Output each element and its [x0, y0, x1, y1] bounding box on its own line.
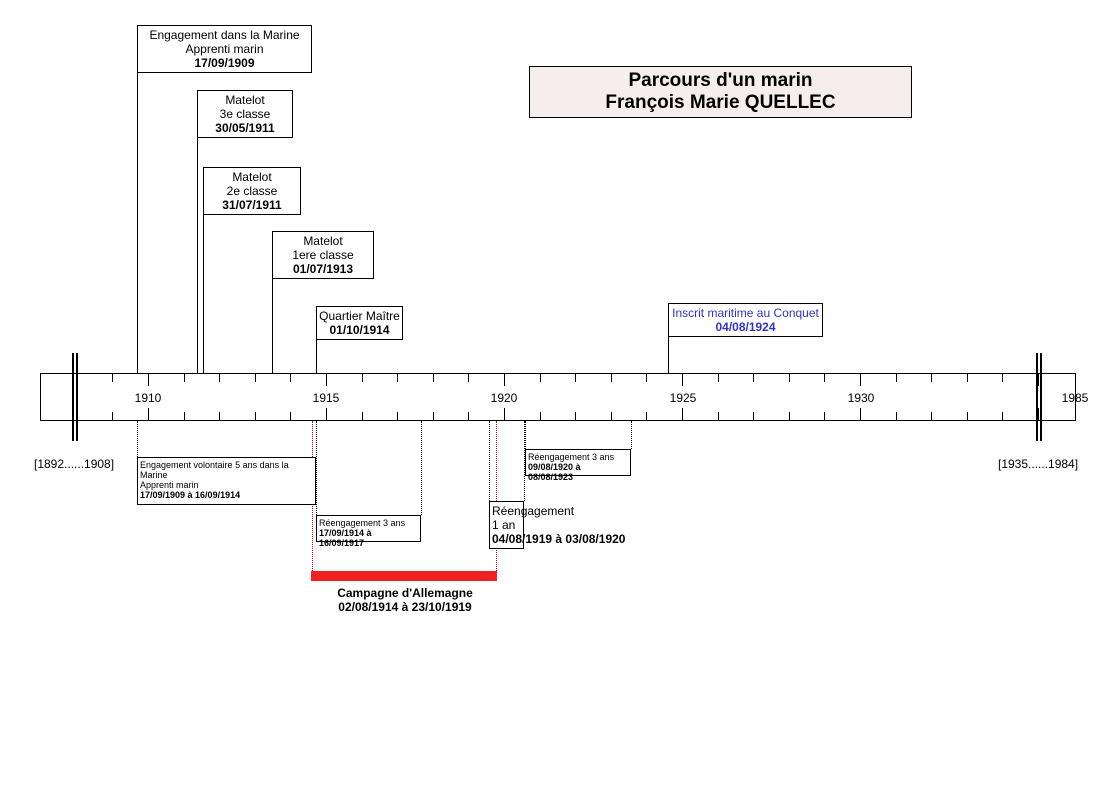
- axis-tick: [362, 374, 363, 382]
- axis-tick: [1038, 374, 1039, 386]
- event-line: 3e classe: [219, 107, 271, 121]
- event-line: 1ere classe: [292, 248, 354, 262]
- campaign-label-block: [300, 586, 510, 614]
- connector-line: [668, 336, 669, 373]
- period-box-reengagement-1914: [316, 515, 421, 548]
- event-date: 04/08/1924: [715, 320, 776, 334]
- axis-break-mark: [76, 353, 78, 441]
- axis-break-mark: [1036, 353, 1038, 441]
- axis-tick: [682, 374, 683, 386]
- axis-year-label: 1920: [490, 391, 518, 405]
- axis-tick: [255, 412, 256, 420]
- axis-year-label: 1985: [1061, 391, 1089, 405]
- period-date: 17/09/1909 à 16/09/1914: [140, 490, 241, 500]
- event-line: Inscrit maritime au Conquet: [672, 306, 819, 320]
- period-box-engagement-5ans: [137, 457, 316, 505]
- axis-tick: [504, 374, 505, 386]
- event-line: Matelot: [232, 170, 272, 184]
- axis-tick: [718, 374, 719, 382]
- period-connector: [421, 421, 422, 515]
- period-date: 04/08/1919 à 03/08/1920: [492, 532, 626, 546]
- connector-line: [316, 339, 317, 373]
- axis-tick: [931, 374, 932, 382]
- right-range-label: [1935......1984]: [998, 457, 1079, 471]
- event-box-matelot-3e: [197, 90, 293, 138]
- chart-title-line2: François Marie QUELLEC: [605, 92, 836, 113]
- axis-tick: [646, 374, 647, 382]
- event-box-matelot-2e: [203, 167, 301, 215]
- axis-tick: [326, 374, 327, 386]
- event-date: 17/09/1909: [194, 56, 255, 70]
- period-date: 09/08/1920 à 08/08/1923: [528, 462, 581, 482]
- axis-tick: [753, 374, 754, 382]
- axis-year-label: 1915: [312, 391, 340, 405]
- period-line: Apprenti marin: [140, 480, 199, 490]
- axis-break-mark: [72, 353, 74, 441]
- axis-tick: [611, 374, 612, 382]
- axis-tick: [255, 374, 256, 382]
- axis-tick: [967, 374, 968, 382]
- period-line: Réengagement 3 ans: [528, 452, 615, 462]
- axis-tick: [753, 412, 754, 420]
- campaign-bar: [311, 571, 497, 581]
- axis-tick: [290, 412, 291, 420]
- period-line: Réengagement 3 ans: [319, 518, 406, 528]
- event-line: Quartier Maître: [319, 309, 400, 323]
- left-range-label: [1892......1908]: [34, 457, 115, 471]
- axis-tick: [824, 374, 825, 382]
- period-connector: [525, 421, 526, 449]
- axis-tick: [789, 374, 790, 382]
- event-date: 01/10/1914: [329, 323, 390, 337]
- axis-tick: [326, 408, 327, 420]
- axis-tick: [682, 408, 683, 420]
- axis-tick: [397, 412, 398, 420]
- axis-tick: [575, 374, 576, 382]
- axis-tick: [540, 412, 541, 420]
- axis-tick: [611, 412, 612, 420]
- axis-tick: [1038, 408, 1039, 420]
- event-date: 31/07/1911: [222, 198, 282, 212]
- axis-tick: [575, 412, 576, 420]
- axis-tick: [896, 412, 897, 420]
- axis-tick: [184, 374, 185, 382]
- axis-tick: [540, 374, 541, 382]
- axis-tick: [1002, 374, 1003, 382]
- axis-tick: [433, 374, 434, 382]
- campaign-date: 02/08/1914 à 23/10/1919: [338, 600, 472, 614]
- axis-year-label: 1910: [134, 391, 162, 405]
- axis-tick: [967, 412, 968, 420]
- period-line: 1 an: [492, 518, 516, 532]
- axis-tick: [362, 412, 363, 420]
- axis-tick: [789, 412, 790, 420]
- event-box-matelot-1ere: [272, 231, 374, 279]
- event-box-engagement: [137, 25, 312, 73]
- axis-tick: [468, 412, 469, 420]
- chart-title-box: [529, 66, 912, 118]
- axis-tick: [860, 374, 861, 386]
- axis-tick: [646, 412, 647, 420]
- axis-tick: [433, 412, 434, 420]
- period-date: 17/09/1914 à 16/09/1917: [319, 528, 372, 548]
- event-date: 01/07/1913: [292, 262, 354, 276]
- event-date: 30/05/1911: [215, 121, 275, 135]
- event-box-inscrit-maritime: [668, 303, 823, 337]
- axis-year-label: 1925: [669, 391, 697, 405]
- period-connector: [631, 421, 632, 449]
- axis-tick: [896, 374, 897, 382]
- event-box-quartier-maitre: [316, 306, 403, 340]
- axis-break-mark: [1040, 353, 1042, 441]
- axis-tick: [1002, 412, 1003, 420]
- axis-tick: [468, 374, 469, 382]
- axis-tick: [931, 412, 932, 420]
- axis-tick: [860, 408, 861, 420]
- event-line: Apprenti marin: [185, 42, 264, 56]
- axis-year-label: 1930: [847, 391, 875, 405]
- period-box-reengagement-1920: [525, 449, 631, 482]
- period-box-reengagement-1919: [489, 501, 626, 549]
- period-connector: [489, 421, 490, 501]
- axis-tick: [397, 374, 398, 382]
- chart-title-line1: Parcours d'un marin: [628, 70, 813, 91]
- event-line: Matelot: [303, 234, 343, 248]
- period-connector: [137, 421, 138, 457]
- timeline-axis: [40, 373, 1076, 421]
- axis-tick: [112, 374, 113, 382]
- period-line: Réengagement: [492, 504, 575, 518]
- connector-line: [197, 137, 198, 373]
- axis-tick: [504, 408, 505, 420]
- connector-line: [203, 214, 204, 373]
- axis-tick: [148, 408, 149, 420]
- axis-tick: [112, 412, 113, 420]
- axis-tick: [290, 374, 291, 382]
- period-connector: [316, 421, 317, 515]
- period-line: Engagement volontaire 5 ans dans la Marine: [140, 460, 289, 480]
- axis-tick: [148, 374, 149, 386]
- connector-line: [137, 72, 138, 373]
- campaign-label: Campagne d'Allemagne: [337, 586, 473, 600]
- axis-tick: [219, 412, 220, 420]
- event-line: 2e classe: [226, 184, 278, 198]
- axis-tick: [718, 412, 719, 420]
- axis-tick: [824, 412, 825, 420]
- event-line: Engagement dans la Marine: [149, 28, 300, 42]
- event-line: Matelot: [225, 93, 265, 107]
- connector-line: [272, 278, 273, 373]
- axis-tick: [184, 412, 185, 420]
- axis-tick: [219, 374, 220, 382]
